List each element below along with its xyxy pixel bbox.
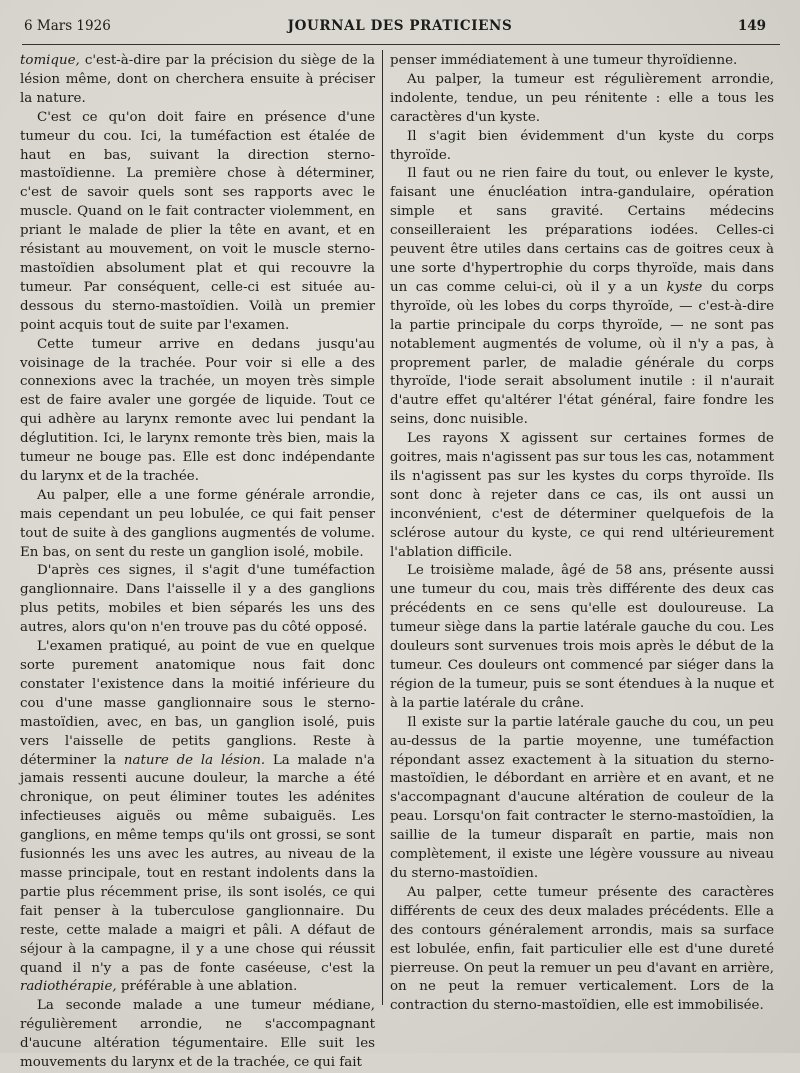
left-p6-italic-1: nature de la lésion. bbox=[123, 752, 266, 768]
right-p4-text-2: du corps thyroïde, où les lobes du corps thyroïde, — c'est-à-dire la partie principale du corps thyroïde, — ne sont pas notablement augmentés de volume, où il n'y a pas, à proprement parler, de maladie générale du corps thyroïde, l'iode serait absolument inutile : il n'aurait d'autre effet qu'altérer l'état général, faire fondre les seins, donc nuisible. bbox=[390, 279, 774, 428]
header-date: 6 Mars 1926 bbox=[24, 18, 111, 34]
page-header bbox=[0, 18, 800, 40]
left-paragraph-1 bbox=[20, 52, 375, 109]
right-p4-italic: kyste bbox=[666, 279, 703, 295]
left-p6-text-1: L'examen pratiqué, au point de vue en quelque sorte purement anatomique nous fait donc constater l'existence dans la moitié inférieure du cou d'une masse ganglionnaire sous le sterno-mastoïdien, avec, en bas, un ganglion isolé, puis vers l'aisselle de petits ganglions. Reste à déterminer la bbox=[20, 639, 375, 768]
left-p6-text-2: La malade n'a jamais ressenti aucune douleur, la marche a été chronique, on peut éliminer toutes les adénites infectieuses aiguës ou même subaiguës. Les ganglions, en même temps qu'ils ont grossi, se sont fusionnés les uns avec les autres, au niveau de la masse principale, tout en restant indolents dans la partie plus récemment prise, ils sont isolés, ce qui fait penser à la tuberculose ganglionnaire. Du reste, cette malade a maigri et pâli. A défaut de séjour à la campagne, il y a une chose qui réussit quand il n'y a pas de fonte caséeuse, c'est la bbox=[20, 752, 375, 976]
header-rule bbox=[22, 44, 780, 45]
left-p6-italic-2: radiothérapie, bbox=[20, 979, 117, 995]
left-p1-text: c'est-à-dire par la précision du siège de la lésion même, dont on cherchera ensuite à préciser la nature. bbox=[20, 53, 375, 106]
right-paragraph-6: Le troisième malade, âgé de 58 ans, présente aussi une tumeur du cou, mais très différente des deux cas précédents en ce sens qu'elle est douloureuse. La tumeur siège dans la partie latérale gauche du cou. Les douleurs sont survenues trois mois après le début de la tumeur. Ces douleurs ont commencé par siéger dans la région de la tumeur, puis se sont étendues à la nuque et à la partie latérale du crâne. bbox=[390, 563, 774, 711]
right-paragraph-2: Au palper, la tumeur est régulièrement arrondie, indolente, tendue, un peu rénitente : elle a tous les caractères d'un kyste. bbox=[390, 71, 774, 125]
left-paragraph-5: D'après ces signes, il s'agit d'une tuméfaction ganglionnaire. Dans l'aisselle il y a des ganglions plus petits, mobiles et bien séparés les uns des autres, alors qu'on n'en trouve pas du côté opposé. bbox=[20, 563, 375, 636]
left-column bbox=[20, 52, 375, 1073]
right-paragraph-5: Les rayons X agissent sur certaines formes de goitres, mais n'agissent pas sur tous les cas, notamment ils n'agissent pas sur les kystes du corps thyroïde. Ils sont donc à rejeter dans ce cas, ils ont aussi un inconvénient, c'est de déterminer quelquefois de la sclérose autour du kyste, ce qui rend ultérieurement l'ablation difficile. bbox=[390, 431, 774, 560]
right-paragraph-1: penser immédiatement à une tumeur thyroïdienne. bbox=[390, 53, 738, 68]
page-number: 149 bbox=[737, 18, 766, 34]
left-p1-italic: tomique, bbox=[20, 53, 80, 68]
left-paragraph-3: Cette tumeur arrive en dedans jusqu'au voisinage de la trachée. Pour voir si elle a des connexions avec la trachée, un moyen très simple est de faire avaler une gorgée de liquide. Tout ce qui adhère au larynx remonte avec lui pendant la déglutition. Ici, le larynx remonte très bien, mais la tumeur ne bouge pas. Elle est donc indépendante du larynx et de la trachée. bbox=[20, 336, 375, 484]
left-paragraph-7: La seconde malade a une tumeur médiane, régulièrement arrondie, ne s'accompagnant d'aucune altération tégumentaire. Elle suit les mouvements du larynx et de la trachée, ce qui fait bbox=[20, 998, 375, 1071]
left-p6-text-3: préférable à une ablation. bbox=[116, 979, 298, 995]
left-paragraph-2: C'est ce qu'on doit faire en présence d'une tumeur du cou. Ici, la tuméfaction est étalée de haut en bas, suivant la direction sterno-mastoïdienne. La première chose à déterminer, c'est de savoir quels sont ses rapports avec le muscle. Quand on le fait contracter violemment, en priant le malade de plier la tête en avant, et en résistant au mouvement, on voit le muscle sterno-mastoïdien absolument plat et qui recouvre la tumeur. Par conséquent, celle-ci est située au-dessous du sterno-mastoïdien. Voilà un premier point acquis tout de suite par l'examen. bbox=[20, 109, 375, 333]
left-paragraph-4: Au palper, elle a une forme générale arrondie, mais cependant un peu lobulée, ce qui fait penser tout de suite à des ganglions augmentés de volume. En bas, on sent du reste un ganglion isolé, mobile. bbox=[20, 487, 375, 560]
left-paragraph-6 bbox=[20, 638, 375, 997]
column-divider bbox=[382, 50, 383, 1005]
right-column bbox=[390, 52, 774, 1016]
journal-title: JOURNAL DES PRATICIENS bbox=[287, 18, 513, 34]
right-paragraph-4 bbox=[390, 165, 774, 430]
right-p4-text-1: Il faut ou ne rien faire du tout, ou enlever le kyste, faisant une énucléation intra-gandulaire, opération simple et sans gravité. Certains médecins conseilleraient les préparations iodées. Celles-ci peuvent être utiles dans certains cas de goitres ceux à une sorte d'hypertrophie du corps thyroïde, mais dans un cas comme celui-ci, où il y a un bbox=[390, 166, 774, 295]
right-paragraph-8: Au palper, cette tumeur présente des caractères différents de ceux des deux malades précédents. Elle a des contours généralement arrondis, mais sa surface est lobulée, enfin, fait particulier elle est d'une dureté pierreuse. On peut la remuer un peu d'avant en arrière, on ne peut la remuer verticalement. Lors de la contraction du sterno-mastoïdien, elle est immobilisée. bbox=[390, 884, 774, 1014]
right-paragraph-7: Il existe sur la partie latérale gauche du cou, un peu au-dessus de la partie moyenne, une tuméfaction répondant assez exactement à la situation du sterno-mastoïdien, le débordant en arrière et en avant, et ne s'accompagnant d'aucune altération de couleur de la peau. Lorsqu'on fait contracter le sterno-mastoïdien, la saillie de la tumeur disparaît en partie, mais non complètement, il existe une légère voussure au niveau du sterno-mastoïdien. bbox=[390, 714, 774, 881]
right-paragraph-3: Il s'agit bien évidemment d'un kyste du corps thyroïde. bbox=[390, 128, 774, 163]
